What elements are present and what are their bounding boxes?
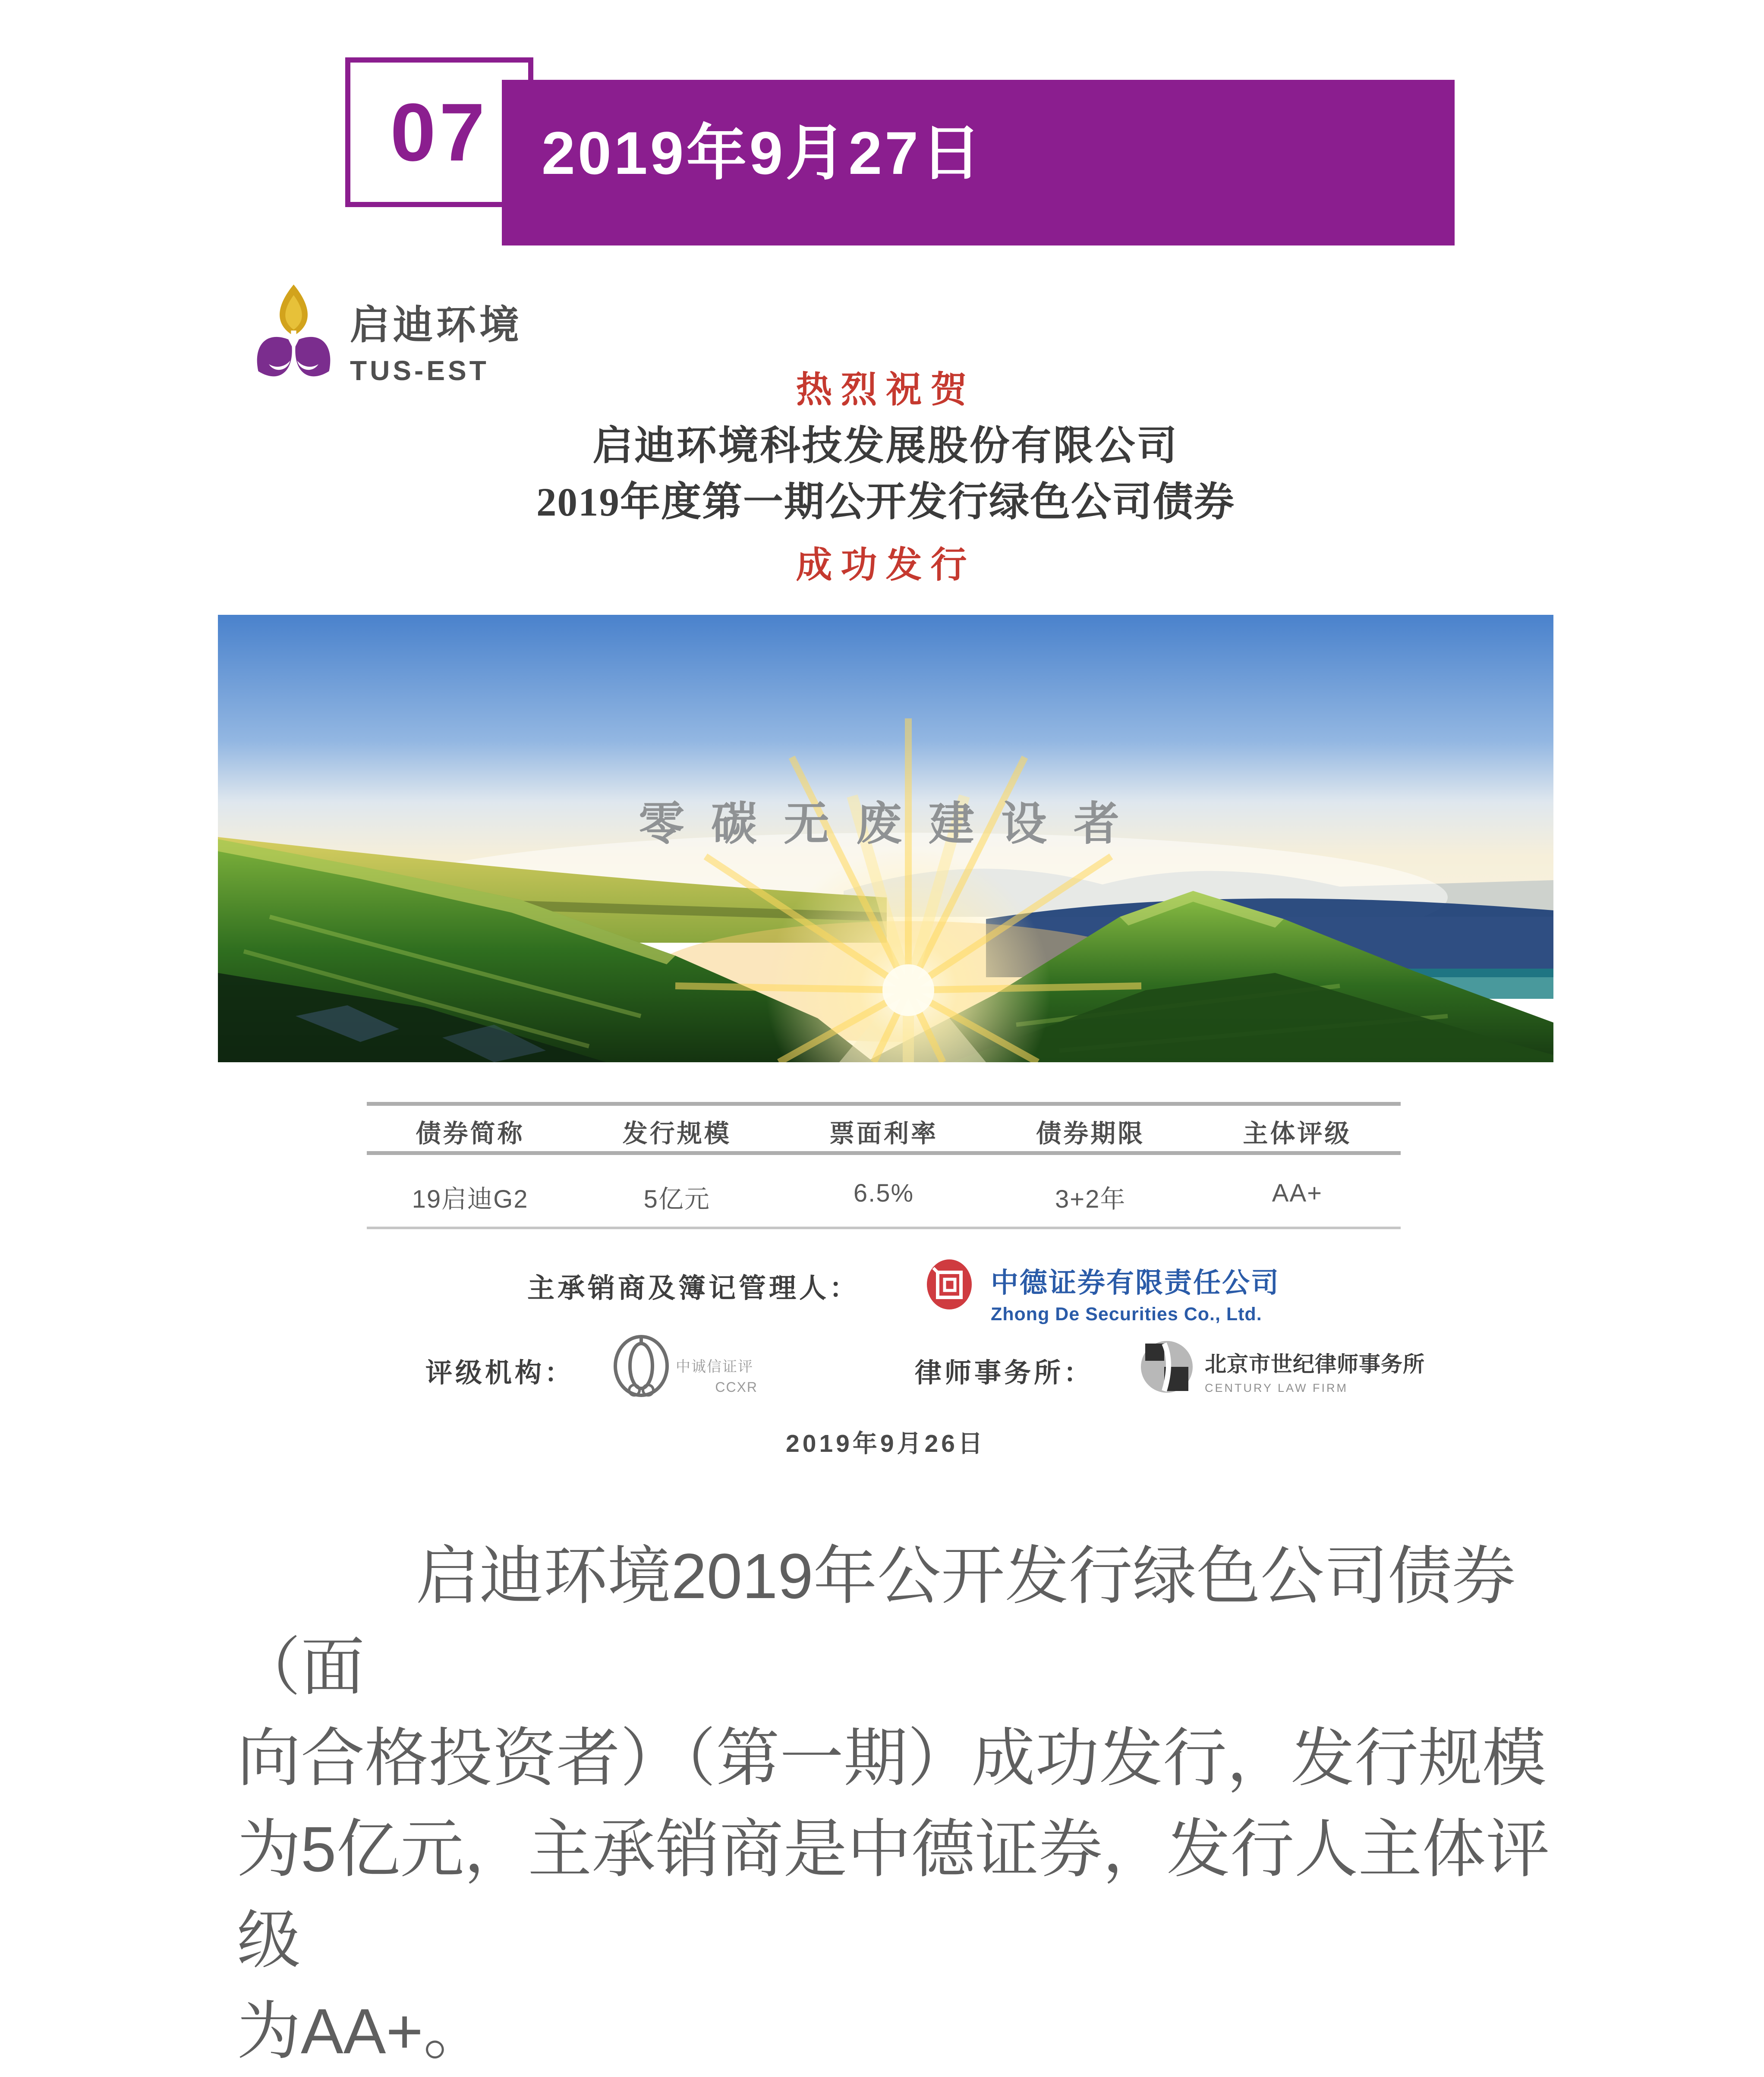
table-header-cell: 债券简称 bbox=[416, 1120, 525, 1148]
bond-name-line: 2019年度第一期公开发行绿色公司债券 bbox=[536, 480, 1235, 525]
table-header-cell: 票面利率 bbox=[829, 1120, 939, 1148]
table-header-cell: 发行规模 bbox=[622, 1120, 731, 1148]
table-cell: 6.5% bbox=[853, 1179, 914, 1207]
law-firm-name bbox=[1205, 1347, 1425, 1395]
issue-date: 2019年9月26日 bbox=[786, 1430, 986, 1457]
rating-agency-label: 评级机构： bbox=[425, 1358, 575, 1388]
table-top-rule bbox=[367, 1102, 1401, 1106]
date-banner bbox=[502, 80, 1455, 245]
banner-date: 2019年9月27日 bbox=[542, 119, 984, 187]
law-firm-name-en: CENTURY LAW FIRM bbox=[1205, 1382, 1348, 1394]
congrats-line: 热烈祝贺 bbox=[796, 370, 976, 410]
underwriter-name-en: Zhong De Securities Co., Ltd. bbox=[991, 1304, 1262, 1325]
law-firm-name-cn: 北京市世纪律师事务所 bbox=[1205, 1352, 1425, 1376]
section-number: 07 bbox=[390, 86, 488, 178]
underwriter-label: 主承销商及簿记管理人： bbox=[527, 1273, 860, 1303]
table-header-cell: 主体评级 bbox=[1243, 1120, 1352, 1148]
table-header-row bbox=[367, 1113, 1401, 1149]
table-bottom-rule bbox=[367, 1227, 1401, 1229]
table-header-cell: 债券期限 bbox=[1036, 1120, 1145, 1148]
hero-illustration bbox=[218, 615, 1553, 1062]
table-middle-rule bbox=[367, 1151, 1401, 1155]
underwriter-name-cn: 中德证券有限责任公司 bbox=[991, 1267, 1280, 1298]
underwriter-name bbox=[991, 1261, 1280, 1325]
paragraph-line: 向合格投资者）（第一期）成功发行，发行规模 bbox=[237, 1723, 1546, 1794]
century-law-logo-icon bbox=[1138, 1337, 1195, 1400]
ccxr-logo-icon bbox=[609, 1333, 674, 1404]
company-name-line: 启迪环境科技发展股份有限公司 bbox=[592, 424, 1179, 469]
success-line: 成功发行 bbox=[796, 545, 976, 585]
paragraph-line: 启迪环境2019年公开发行绿色公司债券（面 bbox=[237, 1541, 1516, 1703]
logo-name-en: TUS-EST bbox=[350, 355, 489, 386]
article-paragraph bbox=[237, 1531, 1566, 2077]
paragraph-line: 为AA+。 bbox=[237, 1996, 487, 2067]
table-cell: 19启迪G2 bbox=[412, 1185, 529, 1213]
logo-name-cn: 启迪环境 bbox=[350, 303, 523, 347]
rating-agency-name-cn: 中诚信证评 bbox=[676, 1359, 753, 1375]
zhongde-seal-icon bbox=[926, 1258, 973, 1313]
table-cell: AA+ bbox=[1272, 1179, 1323, 1207]
table-value-row bbox=[367, 1179, 1401, 1215]
rating-agency-name bbox=[676, 1355, 758, 1395]
paragraph-line: 为5亿元，主承销商是中德证券，发行人主体评级 bbox=[237, 1814, 1550, 1976]
table-cell: 3+2年 bbox=[1055, 1185, 1126, 1213]
rating-agency-abbr: CCXR bbox=[715, 1379, 758, 1395]
law-firm-label: 律师事务所： bbox=[915, 1358, 1094, 1388]
hero-slogan: 零碳无废建设者 bbox=[639, 799, 1146, 850]
table-cell: 5亿元 bbox=[643, 1185, 710, 1213]
